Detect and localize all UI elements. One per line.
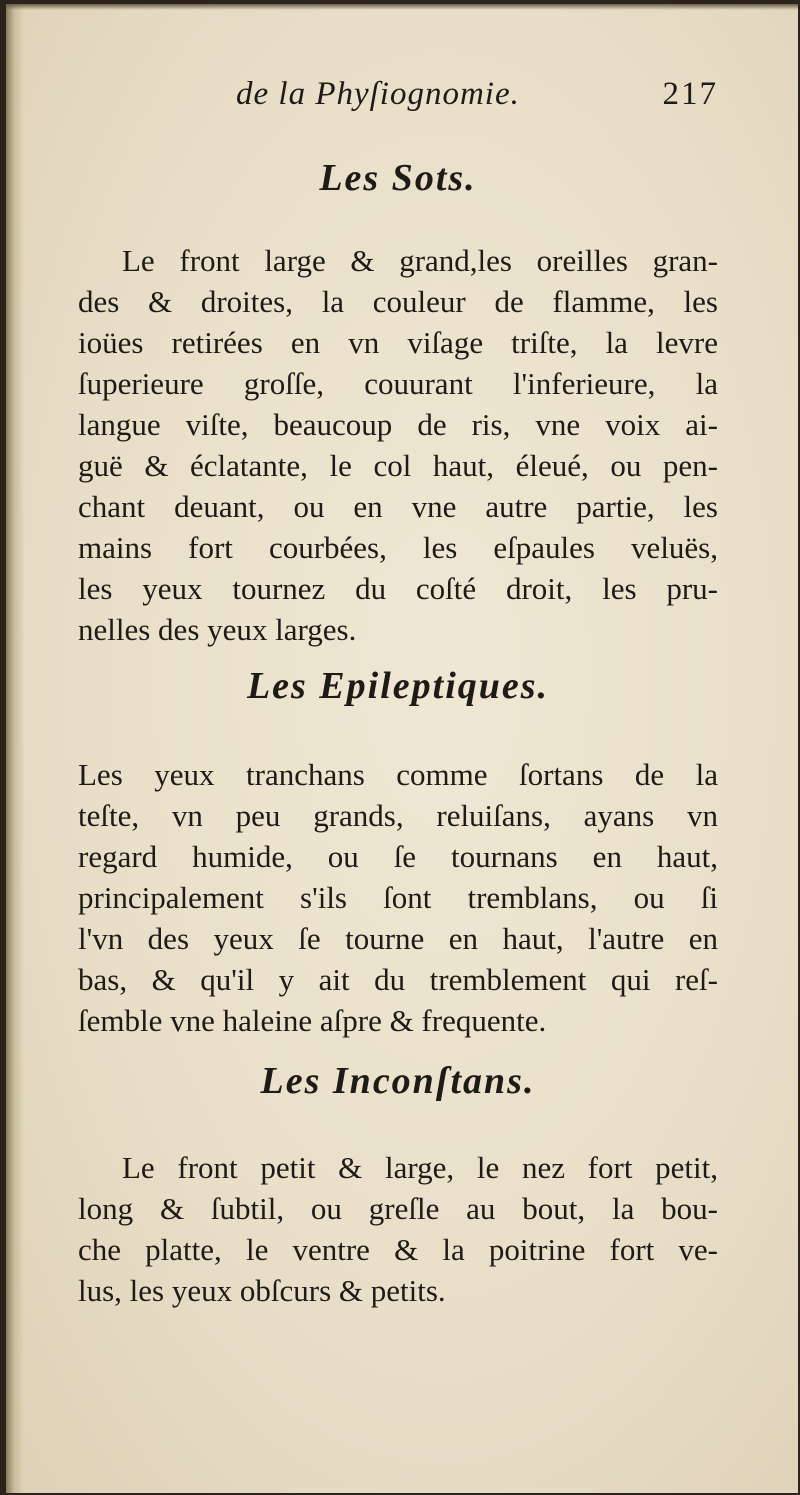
section-heading-sots: Les Sots. [319,157,477,199]
text-line: les yeux tournez du coſté droit, les pru- [78,571,718,606]
binding-gutter [6,4,24,1493]
page-number: 217 [662,76,718,112]
book-page [6,4,798,1493]
text-line: regard humide, ou ſe tournans en haut, [78,839,718,874]
text-line: langue viſte, beaucoup de ris, vne voix ai- [78,407,718,442]
text-line: principalement s'ils ſont tremblans, ou ſi [78,880,718,915]
text-line: l'vn des yeux ſe tourne en haut, l'autre en [78,921,718,956]
section-paragraph-sots [78,240,718,650]
text-line: mains fort courbées, les eſpaules veluës, [78,530,718,565]
text-line: teſte, vn peu grands, reluiſans, ayans vn [78,798,718,833]
text-line: nelles des yeux larges. [78,612,357,647]
text-line: che platte, le ventre & la poitrine fort ve- [78,1232,718,1267]
text-line: des & droites, la couleur de flamme, les [78,284,718,319]
running-head [78,76,718,116]
text-line: Le front petit & large, le nez fort petit, [122,1150,718,1185]
text-line: bas, & qu'il y ait du tremblement qui reſ- [78,962,718,997]
section-paragraph-inconstans [78,1147,718,1311]
page-top-edge [6,4,798,10]
text-line: lus, les yeux obſcurs & petits. [78,1273,446,1308]
section-heading-epileptiques: Les Epileptiques. [246,665,550,707]
text-line: long & ſubtil, ou greſle au bout, la bou- [78,1191,718,1226]
text-line: ſuperieure groſſe, couurant l'inferieure, la [78,366,718,401]
text-line: chant deuant, ou en vne autre partie, les [78,489,718,524]
text-line: Les yeux tranchans comme ſortans de la [78,757,718,792]
running-title: de la Phyſiognomie. [236,76,520,112]
text-line: ſemble vne haleine aſpre & frequente. [78,1003,547,1038]
section-heading-inconstans: Les Inconſtans. [260,1060,536,1102]
text-line: Le front large & grand,les oreilles gran- [122,243,718,278]
text-line: ioües retirées en vn viſage triſte, la levre [78,325,718,360]
text-line: guë & éclatante, le col haut, éleué, ou pen- [78,448,718,483]
section-paragraph-epileptiques [78,754,718,1041]
